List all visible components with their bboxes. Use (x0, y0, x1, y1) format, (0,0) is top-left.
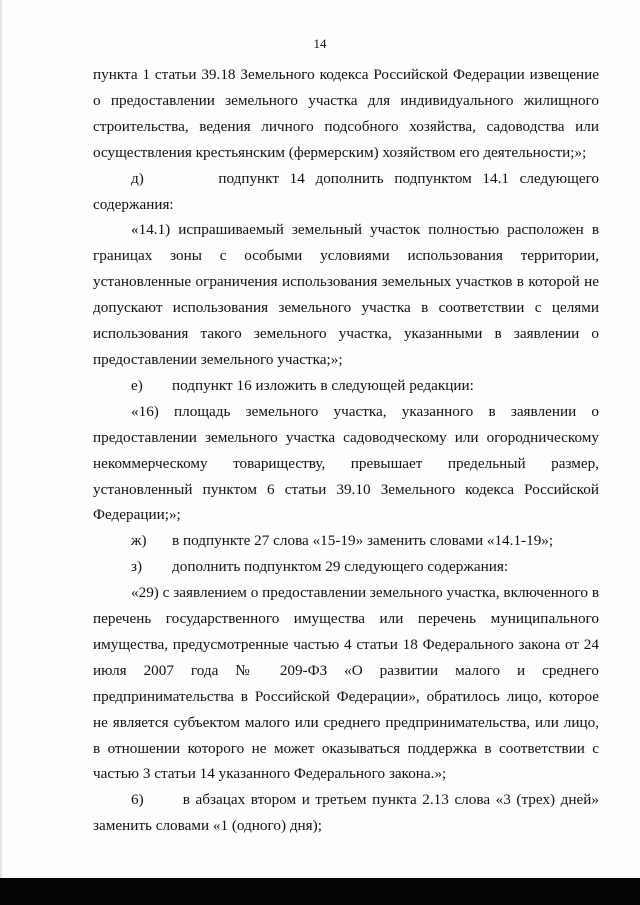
list-text-z: дополнить подпунктом 29 следующего содержания: (172, 558, 509, 576)
page-number: 14 (313, 36, 327, 51)
list-text-d: подпункт 14 дополнить подпунктом 14.1 следующего содержания: (93, 169, 600, 213)
list-text-6: в абзацах втором и третьем пункта 2.13 слова «3 (трех) дней» заменить словами «1 (одного) дня); (93, 791, 600, 835)
list-item-6 (93, 787, 599, 839)
paragraph-continuation: пункта 1 статьи 39.18 Земельного кодекса Российской Федерации извещение о предоставлении земельного участка для индивидуального жилищного строительства, ведения личного подсобного хозяйства, садоводства или осуществления крестьянским (фермерским) хозяйством его деятельности;»; (93, 66, 599, 161)
scan-edge (0, 0, 2, 878)
list-text-zh: в подпункте 27 слова «15-19» заменить словами «14.1-19»; (172, 532, 554, 550)
list-marker-zh: ж) (131, 532, 147, 550)
scan-bottom-border (0, 878, 640, 905)
list-marker-6: 6) (131, 791, 144, 809)
list-item-e (93, 373, 599, 399)
paragraph-29: «29) с заявлением о предоставлении земельного участка, включенного в перечень государственного имущества или перечень муниципального имущества, предусмотренные частью 4 статьи 18 Федерального закона от 24 июля 2007 года № 209-ФЗ «О развитии малого и среднего предпринимательства в Российской Федерации», обратилось лицо, которое не является субъектом малого или среднего предпринимательства, или лицо, в отношении которого не может оказываться поддержка в соответствии с частью 3 статьи 14 указанного Федерального закона.»; (93, 584, 599, 783)
paragraph-14-1: «14.1) испрашиваемый земельный участок полностью расположен в границах зоны с особыми условиями использования территории, установленные ограничения использования земельных участков в которой не допускают использования земельного участка в соответствии с целями использования такого земельного участка, указанными в заявлении о предоставлении земельного участка;»; (93, 221, 599, 368)
list-item-d (93, 166, 599, 218)
list-marker-e: е) (131, 376, 143, 394)
paragraph-16: «16) площадь земельного участка, указанного в заявлении о предоставлении земельного участка садоводческому или огородническому некоммерческому товариществу, превышает предельный размер, установленный пунктом 6 статьи 39.10 Земельного кодекса Российской Федерации;»; (93, 402, 599, 524)
list-marker-d: д) (131, 169, 144, 187)
list-text-e: подпункт 16 изложить в следующей редакции: (172, 376, 474, 394)
list-marker-z: з) (131, 558, 143, 576)
list-item-zh (93, 528, 599, 554)
list-item-z (93, 554, 599, 580)
document-body (93, 62, 599, 839)
